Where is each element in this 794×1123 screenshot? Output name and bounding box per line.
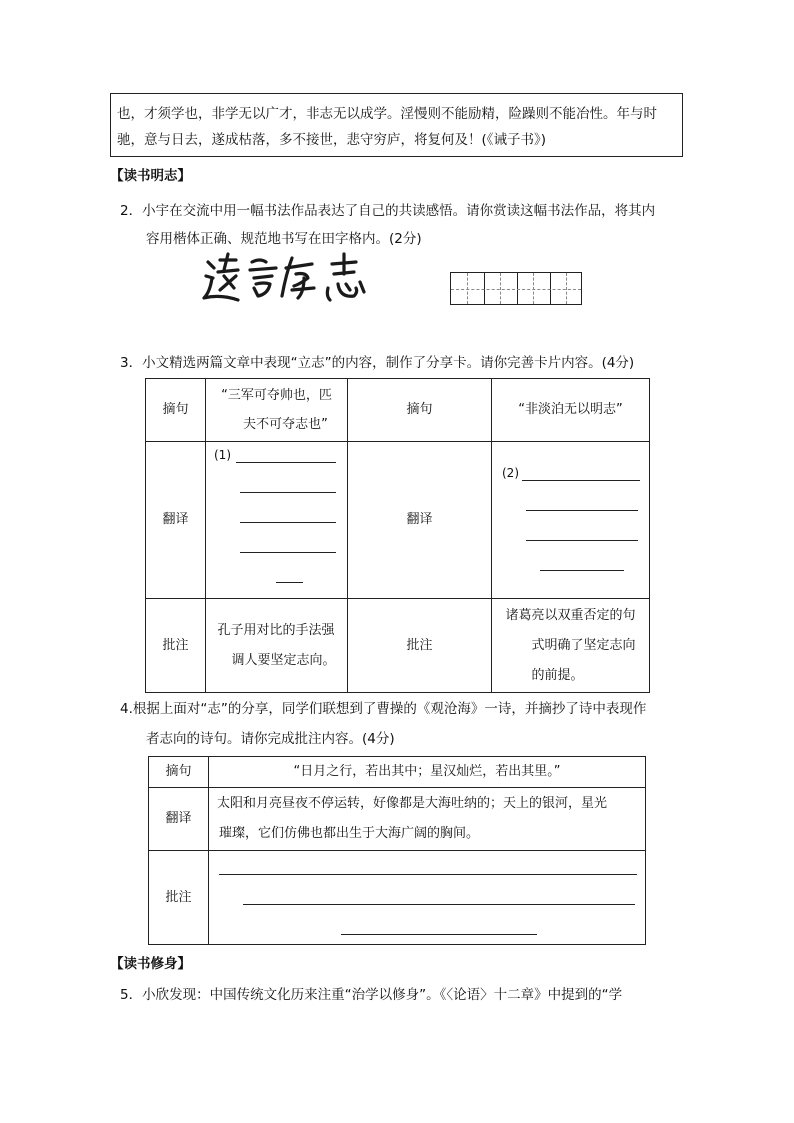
share-card-table [145,378,650,693]
label-excerpt: 摘句 [149,757,209,788]
section-heading-self-cultivation: 【读书修身】 [110,956,191,972]
quote-line-1: 也，才须学也，非学无以广才，非志无以成学。淫慢则不能励精，险躁则不能冶性。年与时 [117,106,657,122]
question-2-line-2: 容用楷体正确、规范地书写在田字格内。(2分) [146,231,422,247]
quote-box [110,93,683,157]
answer-line[interactable] [236,462,336,463]
excerpt-1-line-2: 夫不可夺志也” [243,416,328,432]
tianzi-grid[interactable] [450,272,582,305]
note-answer-area[interactable] [209,851,646,945]
question-3-intro: 3．小文精选两篇文章中表现“立志”的内容，制作了分享卡。请你完善卡片内容。(4分) [120,355,635,371]
answer-line[interactable] [540,570,624,571]
poem-excerpt: “日月之行，若出其中；星汉灿烂，若出其里。” [209,757,646,788]
poem-translation [209,788,646,851]
note-2-line-1: 诸葛亮以双重否定的句 [505,607,636,623]
note-2-line-3: 的前提。 [531,667,584,683]
label-note-1: 批注 [146,599,206,693]
label-translate-2: 翻译 [348,442,492,599]
excerpt-1-line-1: “三军可夺帅也，匹 [221,387,332,403]
answer-line[interactable] [219,874,637,875]
translate-2-answer-area[interactable] [492,442,650,599]
poem-note-table [148,756,646,945]
answer-line[interactable] [526,510,638,511]
quote-line-2: 驰，意与日去，遂成枯落，多不接世，悲守穷庐，将复何及！(《诫子书》) [117,132,547,148]
answer-line[interactable] [243,904,635,905]
note-1 [206,599,348,693]
question-4-line-1: 4.根据上面对“志”的分享，同学们联想到了曹操的《观沧海》一诗，并摘抄了诗中表现作 [120,701,647,717]
label-excerpt-2: 摘句 [348,379,492,442]
answer-line[interactable] [276,582,303,583]
blank-1-mark: (1) [214,448,231,462]
translate-1-answer-area[interactable] [206,442,348,599]
question-5-line-1: 5．小欣发现：中国传统文化历来注重“治学以修身”。《〈论语〉十二章》中提到的“学 [120,987,623,1003]
answer-line[interactable] [240,552,336,553]
excerpt-2: “非淡泊无以明志” [492,379,650,442]
label-translate: 翻译 [149,788,209,851]
note-2 [492,599,650,693]
note-1-line-1: 孔子用对比的手法强 [217,622,335,638]
note-1-line-2: 调人要坚定志向。 [231,652,336,668]
answer-line[interactable] [526,540,638,541]
calligraphy-artwork [200,248,370,308]
translation-line-2: 璀璨，它们仿佛也都出生于大海广阔的胸间。 [219,826,480,841]
answer-line[interactable] [341,934,537,935]
blank-2-mark: (2) [502,466,519,480]
label-translate-1: 翻译 [146,442,206,599]
question-4-line-2: 者志向的诗句。请你完成批注内容。(4分) [146,731,395,747]
excerpt-1 [206,379,348,442]
translation-line-1: 太阳和月亮昼夜不停运转，好像都是大海吐纳的；天上的银河，星光 [217,796,608,811]
answer-line[interactable] [522,480,640,481]
label-excerpt-1: 摘句 [146,379,206,442]
question-2-line-1: 2．小宇在交流中用一幅书法作品表达了自己的共读感悟。请你赏读这幅书法作品，将其内 [120,203,656,219]
answer-line[interactable] [240,492,336,493]
label-note-2: 批注 [348,599,492,693]
section-heading-read-ambition: 【读书明志】 [110,168,191,184]
note-2-line-2: 式明确了坚定志向 [531,637,636,653]
label-note: 批注 [149,851,209,945]
answer-line[interactable] [240,522,336,523]
